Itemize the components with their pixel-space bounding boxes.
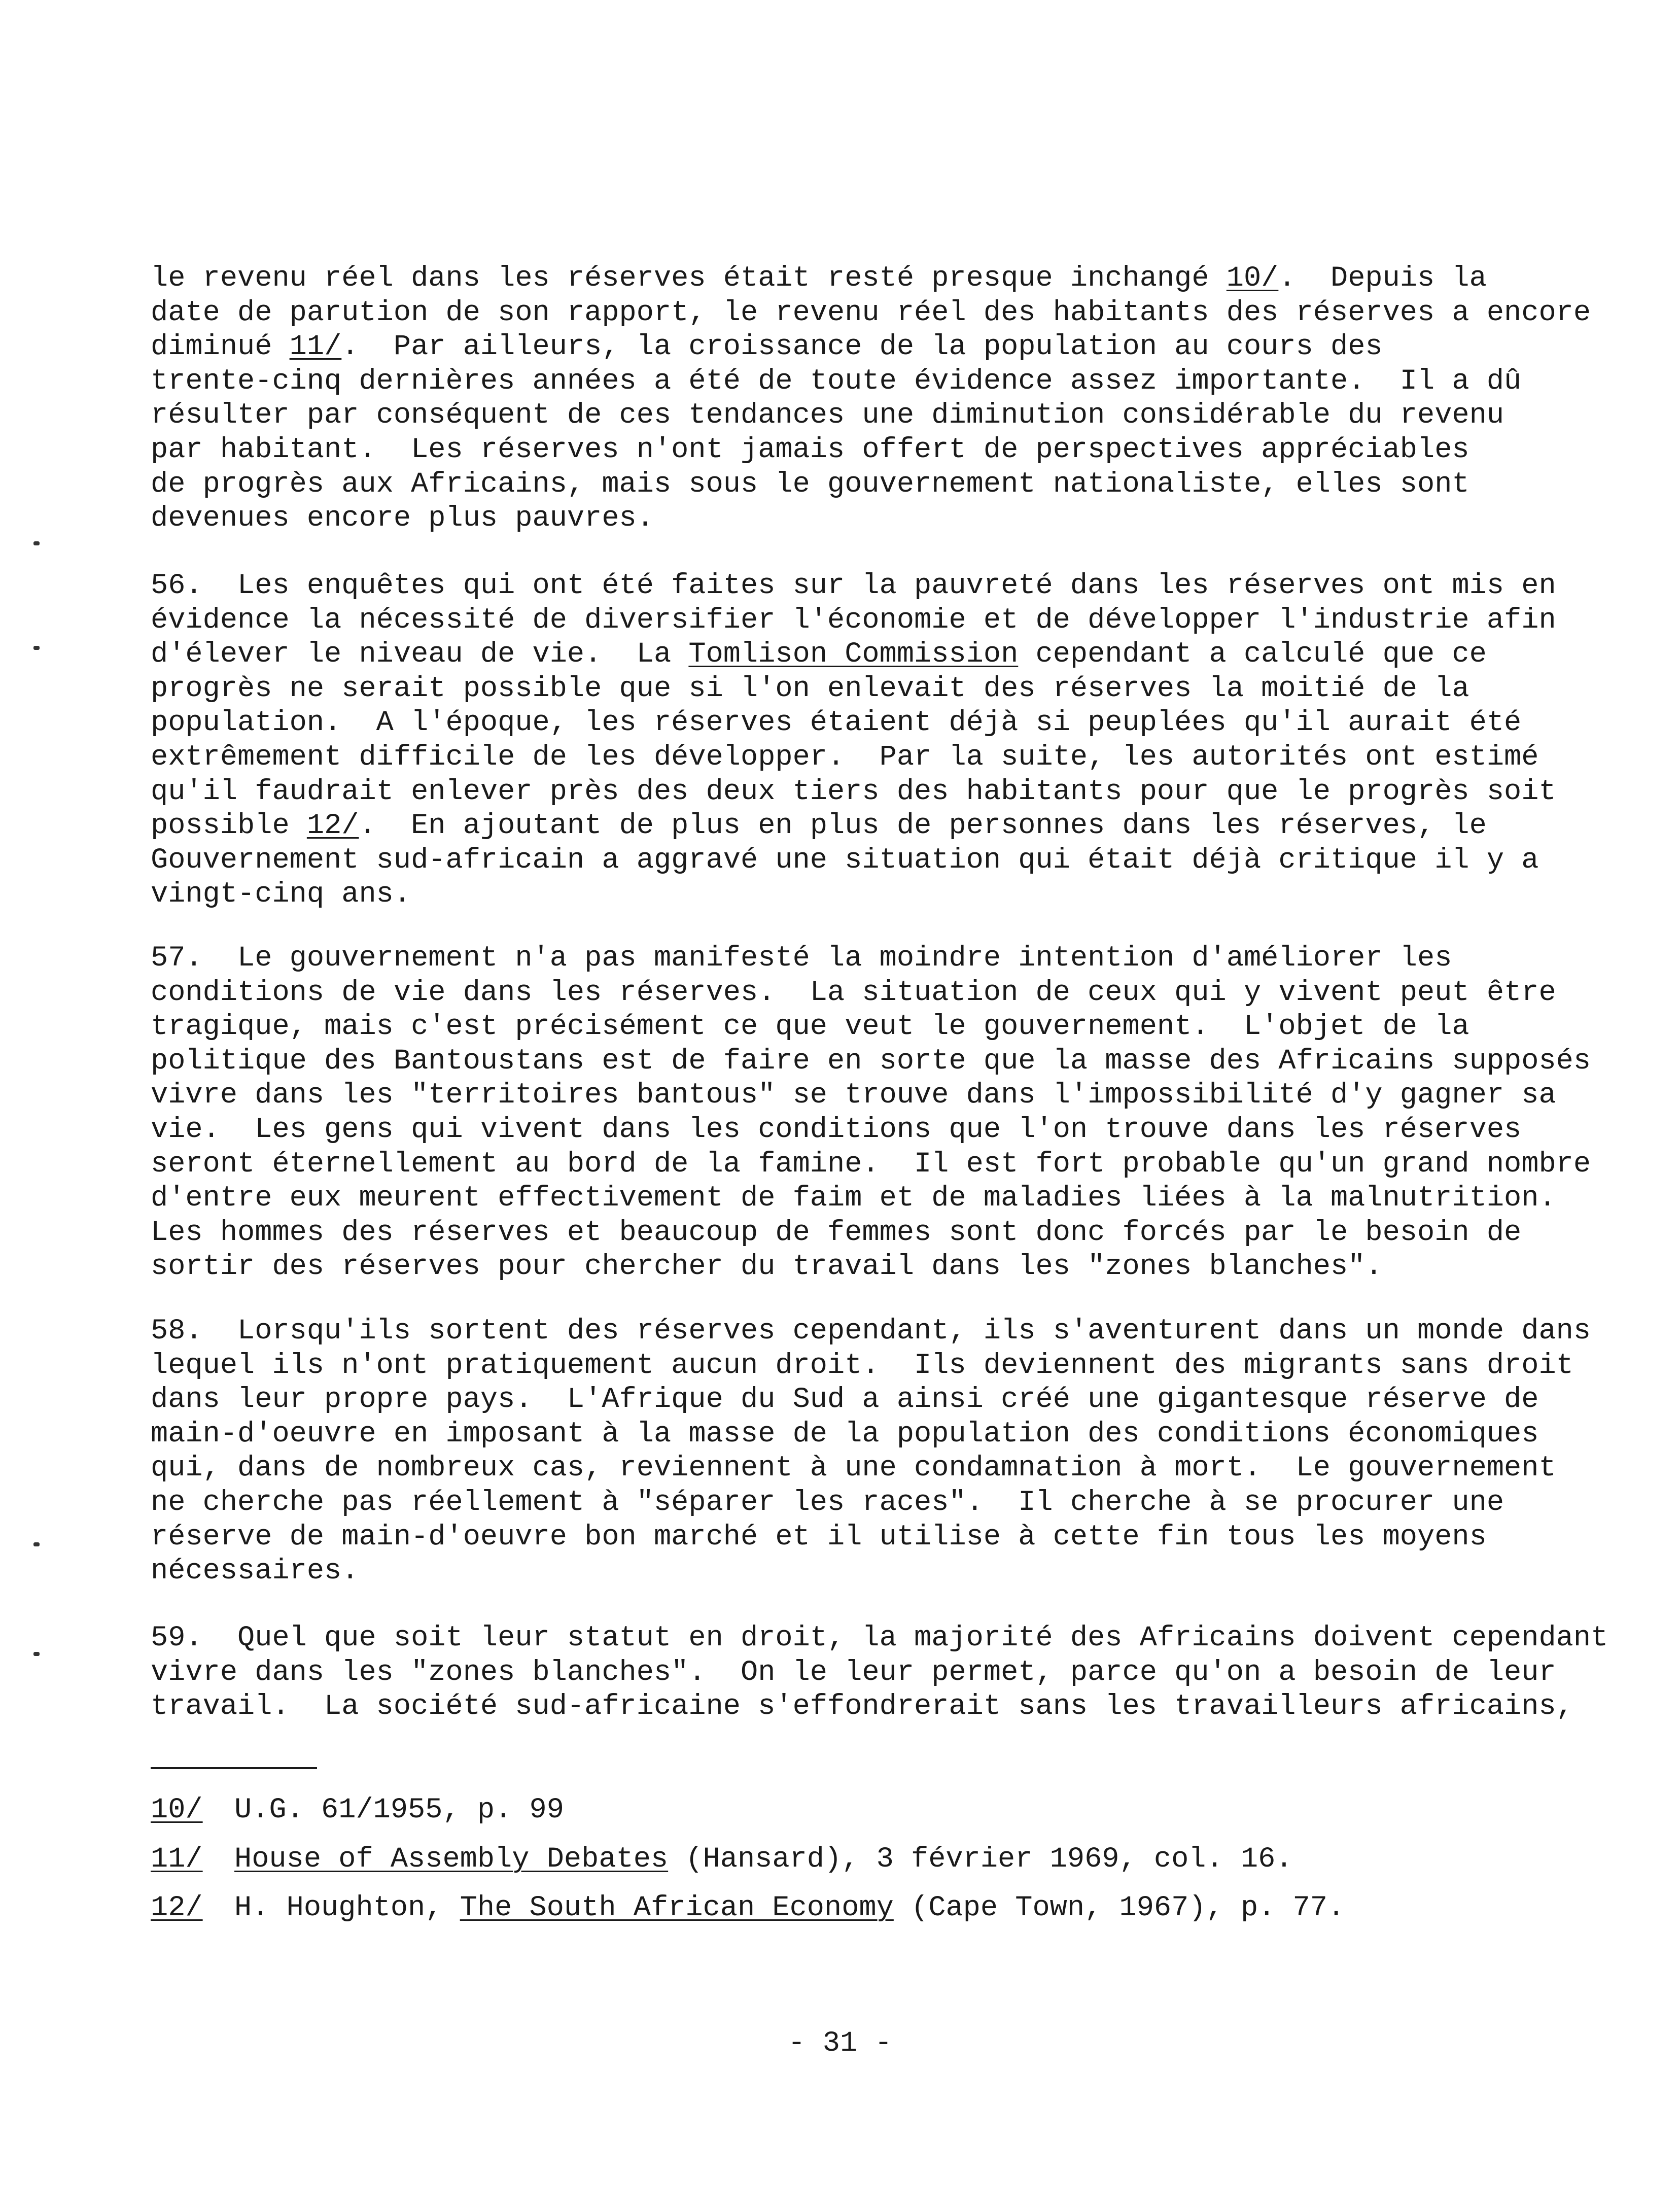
text-line bbox=[151, 1010, 1469, 1044]
text-line bbox=[151, 398, 1504, 433]
text-run: travail. La société sud-africaine s'effondrerait sans les travailleurs africains, bbox=[151, 1690, 1573, 1723]
footnote bbox=[151, 1891, 1345, 1925]
margin-mark bbox=[33, 1652, 40, 1656]
text-line bbox=[151, 672, 1469, 706]
margin-mark bbox=[33, 1542, 40, 1546]
text-run: lequel ils n'ont pratiquement aucun droit. Ils deviennent des migrants sans droit bbox=[151, 1349, 1573, 1382]
text-run: 58. Lorsqu'ils sortent des réserves cependant, ils s'aventurent dans un monde dans bbox=[151, 1315, 1591, 1348]
margin-mark bbox=[33, 541, 40, 545]
text-line bbox=[151, 1113, 1521, 1147]
text-line bbox=[151, 1349, 1573, 1383]
footnote-separator bbox=[151, 1767, 317, 1769]
text-line bbox=[151, 1451, 1556, 1486]
text-run: dans leur propre pays. L'Afrique du Sud a ainsi créé une gigantesque réserve de bbox=[151, 1384, 1539, 1417]
text-run: le revenu réel dans les réserves était resté presque inchangé bbox=[151, 262, 1227, 295]
text-line bbox=[151, 467, 1469, 502]
text-line bbox=[151, 740, 1538, 775]
text-line bbox=[151, 1486, 1504, 1520]
text-run: qu'il faudrait enlever près des deux tiers des habitants pour que le progrès soit bbox=[151, 775, 1556, 808]
text-run: vivre dans les "territoires bantous" se trouve dans l'impossibilité d'y gagner sa bbox=[151, 1079, 1556, 1112]
text-run: . Depuis la bbox=[1278, 262, 1487, 295]
text-run: politique des Bantoustans est de faire en sorte que la masse des Africains supposés bbox=[151, 1045, 1591, 1078]
underlined-reference: House of Assembly Debates bbox=[234, 1843, 669, 1876]
text-line bbox=[151, 1181, 1556, 1216]
text-run: d'élever le niveau de vie. La bbox=[151, 638, 689, 671]
text-run: vivre dans les "zones blanches". On le leur permet, parce qu'on a besoin de leur bbox=[151, 1656, 1556, 1689]
text-run: Gouvernement sud-africain a aggravé une situation qui était déjà critique il y a bbox=[151, 844, 1539, 877]
text-line bbox=[151, 1383, 1538, 1417]
text-run: 57. Le gouvernement n'a pas manifesté la moindre intention d'améliorer les bbox=[151, 942, 1452, 975]
text-run: progrès ne serait possible que si l'on enlevait des réserves la moitié de la bbox=[151, 672, 1469, 705]
text-run: vingt-cinq ans. bbox=[151, 878, 411, 911]
footnote-number: 12/ bbox=[151, 1892, 203, 1924]
text-run: trente-cinq dernières années a été de toute évidence assez importante. Il a dû bbox=[151, 365, 1522, 398]
text-line bbox=[151, 1689, 1573, 1724]
text-run: seront éternellement au bord de la famine. Il est fort probable qu'un grand nombre bbox=[151, 1148, 1591, 1181]
text-run: diminué bbox=[151, 331, 290, 364]
text-line bbox=[151, 1078, 1556, 1113]
text-run: Les hommes des réserves et beaucoup de femmes sont donc forcés par le besoin de bbox=[151, 1216, 1522, 1249]
text-line bbox=[151, 364, 1521, 399]
text-run: cependant a calculé que ce bbox=[1018, 638, 1487, 671]
text-run: possible bbox=[151, 810, 307, 843]
text-line bbox=[151, 1216, 1521, 1250]
text-run: . En ajoutant de plus en plus de personnes dans les réserves, le bbox=[359, 810, 1487, 843]
text-line bbox=[151, 941, 1452, 976]
text-line bbox=[151, 1520, 1487, 1555]
footnote bbox=[151, 1793, 564, 1827]
text-run: 56. Les enquêtes qui ont été faites sur la pauvreté dans les réserves ont mis en bbox=[151, 570, 1556, 602]
text-line bbox=[151, 296, 1591, 330]
text-run: résulter par conséquent de ces tendances une diminution considérable du revenu bbox=[151, 399, 1504, 432]
text-line bbox=[151, 976, 1556, 1010]
text-line bbox=[151, 843, 1538, 878]
text-line bbox=[151, 1621, 1608, 1655]
text-run: extrêmement difficile de les développer. Par la suite, les autorités ont estimé bbox=[151, 741, 1539, 774]
text-run: U.G. 61/1955, p. 99 bbox=[234, 1794, 564, 1826]
text-line bbox=[151, 501, 654, 536]
underlined-reference: 10/ bbox=[1226, 262, 1279, 295]
text-run: de progrès aux Africains, mais sous le gouvernement nationaliste, elles sont bbox=[151, 468, 1469, 501]
page-number: - 31 - bbox=[788, 2027, 892, 2060]
text-run: H. Houghton, bbox=[234, 1892, 460, 1924]
text-run: évidence la nécessité de diversifier l'économie et de développer l'industrie afin bbox=[151, 604, 1556, 637]
text-run: conditions de vie dans les réserves. La situation de ceux qui y vivent peut être bbox=[151, 976, 1556, 1009]
underlined-reference: The South African Economy bbox=[460, 1892, 894, 1924]
text-run: tragique, mais c'est précisément ce que veut le gouvernement. L'objet de la bbox=[151, 1011, 1469, 1044]
text-line bbox=[151, 877, 411, 912]
margin-mark bbox=[33, 646, 40, 650]
text-run: réserve de main-d'oeuvre bon marché et il utilise à cette fin tous les moyens bbox=[151, 1521, 1487, 1554]
text-line bbox=[151, 1044, 1591, 1079]
text-run: nécessaires. bbox=[151, 1555, 359, 1588]
text-run: sortir des réserves pour chercher du travail dans les "zones blanches". bbox=[151, 1251, 1383, 1284]
text-line bbox=[151, 261, 1487, 296]
text-run: date de parution de son rapport, le revenu réel des habitants des réserves a encore bbox=[151, 296, 1591, 329]
text-line bbox=[151, 569, 1556, 603]
text-run: devenues encore plus pauvres. bbox=[151, 502, 654, 535]
text-line bbox=[151, 1655, 1556, 1690]
underlined-reference: 11/ bbox=[289, 331, 342, 364]
footnote bbox=[151, 1842, 1293, 1877]
text-run: main-d'oeuvre en imposant à la masse de la population des conditions économiques bbox=[151, 1418, 1539, 1451]
text-line bbox=[151, 433, 1469, 467]
text-line bbox=[151, 1417, 1538, 1452]
text-line bbox=[151, 603, 1556, 638]
footnote-number: 10/ bbox=[151, 1794, 203, 1826]
text-run: (Cape Town, 1967), p. 77. bbox=[893, 1892, 1345, 1924]
text-line bbox=[151, 1250, 1383, 1284]
text-line bbox=[151, 1554, 359, 1589]
text-run: ne cherche pas réellement à "séparer les races". Il cherche à se procurer une bbox=[151, 1487, 1504, 1519]
text-run: population. A l'époque, les réserves étaient déjà si peuplées qu'il aurait été bbox=[151, 707, 1522, 740]
text-line bbox=[151, 775, 1556, 809]
footnote-number: 11/ bbox=[151, 1843, 203, 1876]
underlined-reference: Tomlison Commission bbox=[688, 638, 1019, 671]
text-run: . Par ailleurs, la croissance de la population au cours des bbox=[341, 331, 1383, 364]
text-line bbox=[151, 706, 1521, 740]
text-line bbox=[151, 637, 1487, 672]
underlined-reference: 12/ bbox=[306, 810, 359, 843]
text-run: qui, dans de nombreux cas, reviennent à une condamnation à mort. Le gouvernement bbox=[151, 1452, 1556, 1485]
text-run: par habitant. Les réserves n'ont jamais offert de perspectives appréciables bbox=[151, 434, 1469, 466]
text-line bbox=[151, 330, 1383, 364]
text-run: vie. Les gens qui vivent dans les conditions que l'on trouve dans les réserves bbox=[151, 1114, 1522, 1146]
text-run: d'entre eux meurent effectivement de faim et de maladies liées à la malnutrition. bbox=[151, 1182, 1556, 1215]
text-line bbox=[151, 1147, 1591, 1182]
text-line bbox=[151, 1314, 1591, 1349]
text-line bbox=[151, 809, 1487, 843]
text-run: 59. Quel que soit leur statut en droit, la majorité des Africains doivent cependant bbox=[151, 1622, 1608, 1654]
text-run: (Hansard), 3 février 1969, col. 16. bbox=[668, 1843, 1293, 1876]
